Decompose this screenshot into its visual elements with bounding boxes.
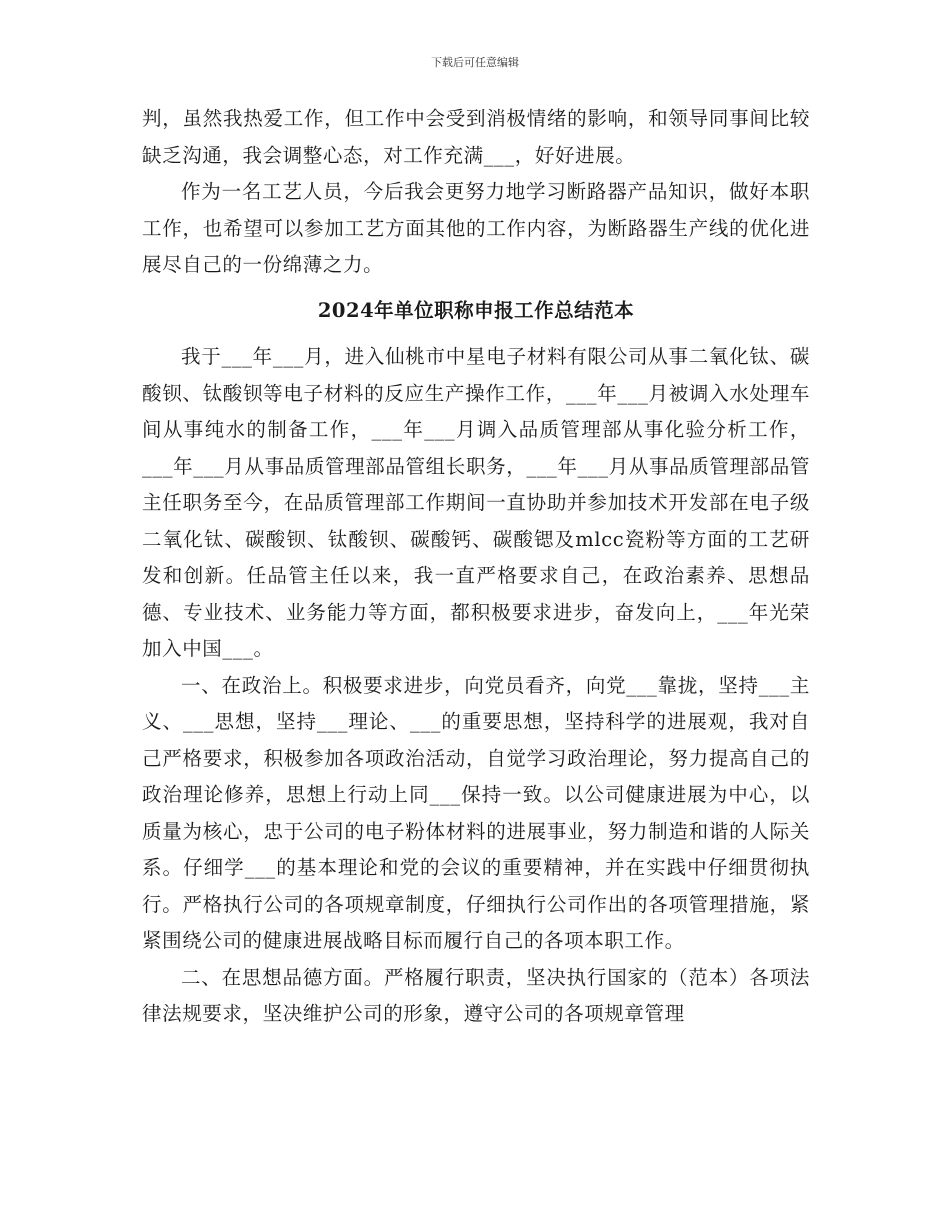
closing-paragraph: 作为一名工艺人员，今后我会更努力地学习断路器产品知识，做好本职工作，也希望可以参加工艺方面其他的工作内容，为断路器生产线的优化进展尽自己的一份绵薄之力。 <box>142 180 810 276</box>
page-header-note: 下载后可任意编辑 <box>431 56 519 69</box>
ethics-paragraph: 二、在思想品德方面。严格履行职责，坚决执行国家的（范本）各项法律法规要求，坚决维护公司的形象，遵守公司的各项规章管理 <box>142 965 810 1025</box>
document-body <box>142 101 810 1033</box>
intro-paragraph: 我于___年___月，进入仙桃市中星电子材料有限公司从事二氧化钛、碳酸钡、钛酸钡等电子材料的反应生产操作工作，___年___月被调入水处理车间从事纯水的制备工作，___年___月调入品质管理部从事化验分析工作，___年___月从事品质管理部品管组长职务，___年___月从事品质管理部品管主任职务至今，在品质管理部工作期间一直协助并参加技术开发部在电子级二氧化钛、碳酸钡、钛酸钡、碳酸钙、碳酸锶及mlcc瓷粉等方面的工艺研发和创新。任品管主任以来，我一直严格要求自己，在政治素养、思想品德、专业技术、业务能力等方面，都积极要求进步，奋发向上，___年光荣加入中国___。 <box>142 345 810 660</box>
continued-paragraph: 判，虽然我热爱工作，但工作中会受到消极情绪的影响，和领导同事间比较缺乏沟通，我会调整心态，对工作充满___，好好进展。 <box>142 107 810 167</box>
document-title: 2024年单位职称申报工作总结范本 <box>317 298 635 322</box>
politics-paragraph: 一、在政治上。积极要求进步，向党员看齐，向党___靠拢，坚持___主义、___思想，坚持___理论、___的重要思想，坚持科学的进展观，我对自己严格要求，积极参加各项政治活动，自觉学习政治理论，努力提高自己的政治理论修养，思想上行动上同___保持一致。以公司健康进展为中心，以质量为核心，忠于公司的电子粉体材料的进展事业，努力制造和谐的人际关系。仔细学___的基本理论和党的会议的重要精神，并在实践中仔细贯彻执行。严格执行公司的各项规章制度，仔细执行公司作出的各项管理措施，紧紧围绕公司的健康进展战略目标而履行自己的各项本职工作。 <box>142 673 810 952</box>
